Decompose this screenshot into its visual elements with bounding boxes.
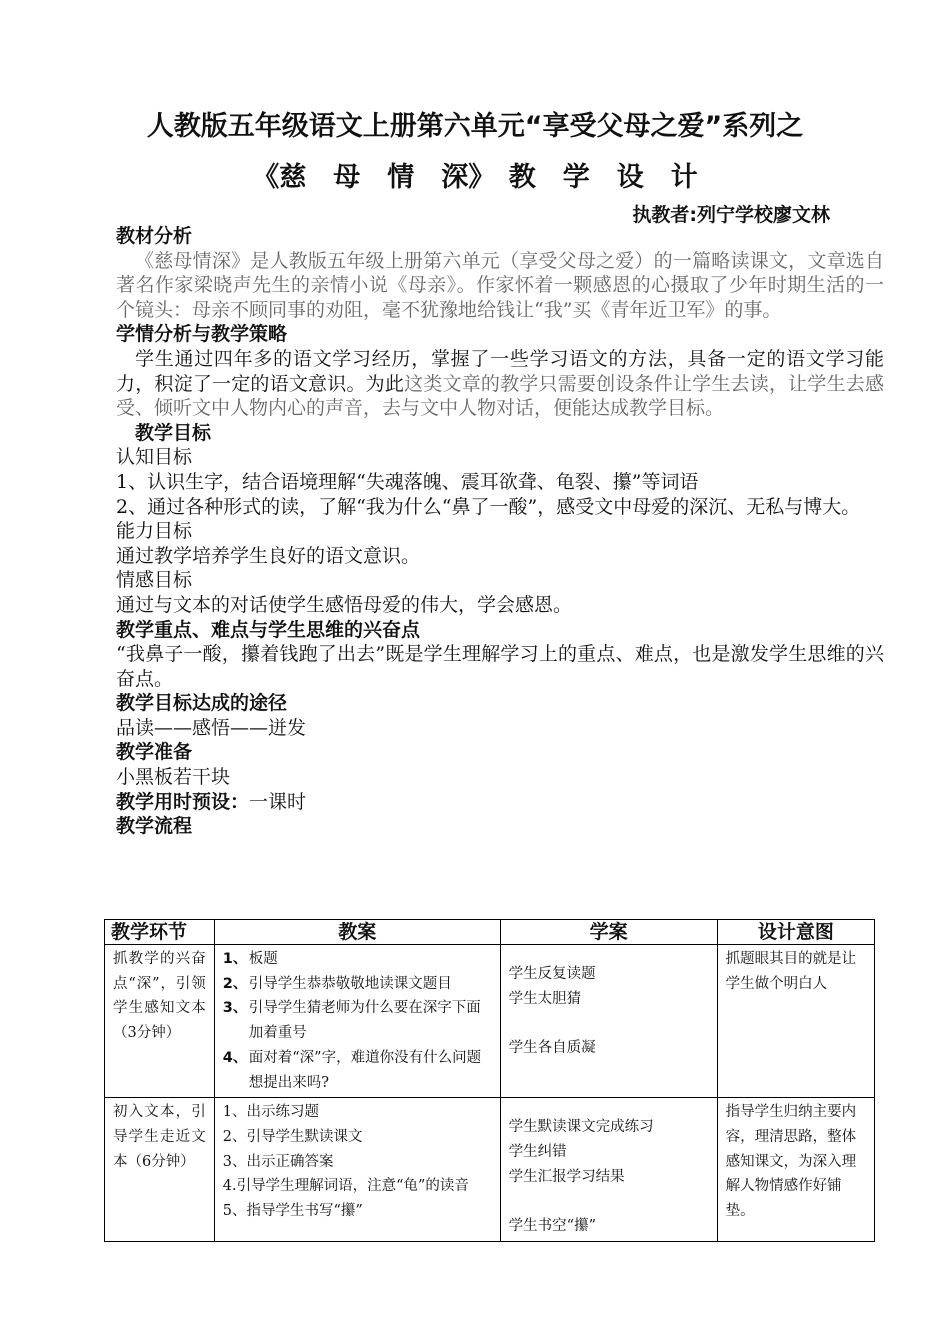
header-student: 学案 [500, 920, 717, 945]
document-body [116, 224, 884, 839]
table-header-row [105, 920, 875, 945]
plan-item: 1、 板题 [222, 951, 278, 967]
cognitive-item-2: 2、通过各种形式的读，了解“我为什么“鼻了一酸”，感受文中母爱的深沉、无私与博大。 [116, 495, 861, 518]
plan-item: 1、出示练习题 [222, 1104, 319, 1121]
document-title-line1: 人教版五年级语文上册第六单元“享受父母之爱”系列之 [146, 111, 804, 142]
student-item: 学生各自质凝 [508, 1040, 596, 1057]
stage-cell: 初入文本，引导学生走近文本（6分钟） [105, 1098, 215, 1242]
student-item: 学生汇报学习结果 [508, 1168, 625, 1185]
stage-cell: 抓教学的兴奋点“深”，引领学生感知文本（3分钟） [105, 945, 215, 1098]
header-intent: 设计意图 [717, 920, 874, 945]
document-title-line2: 《慈 母 情 深》 教 学 设 计 [252, 162, 698, 193]
ability-text: 通过教学培养学生良好的语文意识。 [116, 544, 421, 567]
emotion-text: 通过与文本的对话使学生感悟母爱的伟大，学会感恩。 [116, 593, 573, 616]
analysis-paragraph: 《慈母情深》是人教版五年级上册第六单元（享受父母之爱）的一篇略读课文，文章选自著名作家梁晓声先生的亲情小说《母亲》。作家怀着一颗感恩的心摄取了少年时期生活的一个镜头：母亲不顾同事的劝阻，毫不犹豫地给钱让“我”买《青年近卫军》的事。 [116, 249, 884, 321]
flow-table [104, 919, 875, 1242]
student-item: 学生默读课文完成练习 [508, 1119, 654, 1136]
student-item: 学生纠错 [508, 1143, 567, 1160]
header-stage: 教学环节 [105, 920, 215, 945]
strategy-text-a: 学生通过四年多的语文学习经历，掌握了一些学习语文的方法，具备一定的语文学习能力，积淀了一定的语文意识。为此 [116, 347, 884, 395]
cognitive-item-1: 1、认识生字，结合语境理解“失魂落魄、震耳欲聋、龟裂、攥”等词语 [116, 470, 699, 493]
student-cell [500, 945, 717, 1098]
student-item [509, 1011, 709, 1036]
plan-item: 2、引导学生默读课文 [222, 1128, 363, 1145]
table-row [105, 1098, 875, 1242]
flow-heading: 教学流程 [116, 815, 193, 838]
plan-item: 4.引导学生理解词语，注意“龟”的读音 [222, 1178, 469, 1195]
strategy-text-b: 这类文章的教学只需要创设条件让学生去读，让学生去感受、倾听文中人物内心的声音，去与文中人物对话，便能达成教学目标。 [116, 372, 884, 420]
author-line: 执教者:列宁学校廖文林 [632, 204, 830, 226]
student-item: 学生太胆猜 [508, 990, 582, 1007]
prep-text: 小黑板若干块 [116, 766, 231, 789]
student-item: 学生反复读题 [508, 966, 596, 982]
ability-heading: 能力目标 [116, 520, 193, 543]
time-line [116, 790, 884, 815]
strategy-heading: 学情分析与教学策略 [116, 323, 288, 346]
prep-heading: 教学准备 [116, 741, 193, 764]
path-heading: 教学目标达成的途径 [116, 692, 288, 715]
intent-cell: 指导学生归纳主要内容，理清思路，整体感知课文，为深入理解人物情感作好铺垫。 [717, 1098, 874, 1242]
plan-cell [214, 945, 500, 1098]
key-points-text: “我鼻子一酸，攥着钱跑了出去”既是学生理解学习上的重点、难点，也是激发学生思维的兴奋点。 [116, 643, 884, 690]
strategy-paragraph [116, 347, 884, 421]
plan-item: 5、指导学生书写“攥” [222, 1203, 363, 1220]
plan-item: 3、 引导学生猜老师为什么要在深字下面加着重号 [222, 1000, 481, 1042]
student-item [509, 1189, 709, 1214]
student-cell [500, 1098, 717, 1242]
plan-item: 3、出示正确答案 [222, 1153, 334, 1170]
emotion-heading: 情感目标 [116, 569, 193, 592]
key-points-heading: 教学重点、难点与学生思维的兴奋点 [116, 618, 421, 641]
plan-item: 4、 面对着“深”字，难道你没有什么问题想提出来吗? [222, 1049, 482, 1091]
cognitive-heading: 认知目标 [116, 446, 193, 469]
header-plan: 教案 [214, 920, 500, 945]
plan-item: 2、 引导学生恭恭敬敬地读课文题目 [222, 975, 452, 992]
time-heading: 教学用时预设： [116, 790, 250, 813]
goals-heading: 教学目标 [135, 421, 212, 444]
time-text: 一课时 [249, 790, 307, 813]
analysis-heading: 教材分析 [116, 225, 193, 247]
table-row [105, 945, 875, 1098]
path-text: 品读——感悟——迸发 [116, 716, 307, 739]
intent-cell: 抓题眼其目的就是让学生做个明白人 [717, 945, 874, 1098]
student-item: 学生书空“攥” [508, 1218, 596, 1235]
plan-cell [214, 1098, 500, 1242]
